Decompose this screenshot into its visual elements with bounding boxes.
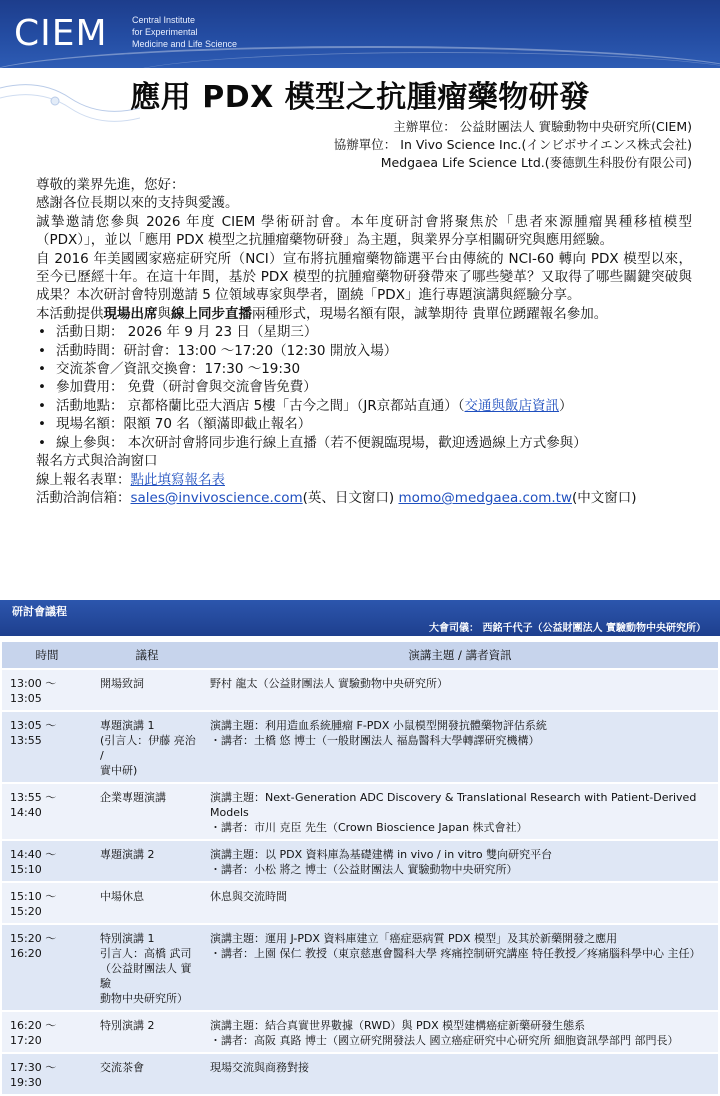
format-paragraph: 本活動提供現場出席與線上同步直播兩種形式，現場名額有限，誠摯期待 貴單位踴躍報名參加。 — [36, 305, 608, 322]
agenda-topic — [202, 841, 718, 881]
agenda-topic — [202, 925, 718, 1010]
detail-fee: • 參加費用： 免費（研討會與交流會皆免費） — [36, 378, 692, 396]
table-row — [2, 841, 718, 881]
organizers — [334, 118, 692, 172]
intro-paragraph: 誠摯邀請您參與 2026 年度 CIEM 學術研討會。本年度研討會將聚焦於「患者來源腫瘤異種移植模型（PDX）」，並以「應用 PDX 模型之抗腫瘤藥物研發」為主題，與業界分享相關研究與應用經驗。 — [36, 213, 692, 249]
co-host-organizer: 協辦單位： In Vivo Science Inc.(インビボサイエンス株式会社) — [333, 137, 692, 152]
ciem-logo: CIEM — [14, 13, 108, 54]
email-medgaea-link[interactable]: momo@medgaea.com.tw — [398, 489, 572, 506]
table-row — [2, 670, 718, 710]
greeting: 尊敬的業界先進，您好： — [36, 177, 185, 193]
registration-form-line: 線上報名表單：點此填寫報名表 — [36, 471, 225, 488]
agenda-header-row — [2, 642, 718, 668]
agenda-time: 16:20 ～ 17:20 — [2, 1012, 92, 1052]
agenda-item — [92, 925, 202, 1010]
agenda-item — [92, 883, 202, 923]
agenda-topic-line: 演講主題：以 PDX 資料庫為基礎建構 in vivo / in vitro 雙向研究平台 — [210, 848, 553, 861]
agenda-item-line: 中場休息 — [100, 890, 144, 903]
agenda-topic-line: 休息與交流時間 — [210, 890, 287, 903]
agenda-item-line: 引言人：高橋 武司 — [100, 947, 192, 960]
table-row — [2, 925, 718, 1010]
agenda-topic-line: ・講者：上園 保仁 教授（東京慈惠會醫科大學 疼痛控制研究講座 特任教授／疼痛腦科學中心 主任） — [210, 947, 701, 960]
agenda-table — [2, 640, 718, 1096]
table-row — [2, 883, 718, 923]
agenda-item-line: 專題演講 2 — [100, 848, 155, 861]
contact-line: 活動洽詢信箱：sales@invivoscience.com(英、日文窗口) momo@medgaea.com.tw(中文窗口) — [36, 489, 637, 506]
agenda-item-line: （公益財團法人 實驗 — [100, 962, 192, 990]
ciem-logo-subtitle: Central Institute for Experimental Medicine and Life Science — [132, 15, 238, 49]
agenda-topic-line: ・講者：高阪 真路 博士（國立研究開發法人 國立癌症研究中心研究所 細胞資訊學部門 部門長） — [210, 1034, 679, 1047]
email-invivo-link[interactable]: sales@invivoscience.com — [130, 489, 303, 506]
agenda-item-line: 專題演講 1 — [100, 719, 155, 732]
agenda-topic — [202, 670, 718, 710]
agenda-topic-line: 演講主題：結合真實世界數據（RWD）與 PDX 模型建構癌症新藥研發生態系 — [210, 1019, 586, 1032]
page-title: 應用 PDX 模型之抗腫瘤藥物研發 — [130, 80, 590, 115]
agenda-time: 14:40 ～ 15:10 — [2, 841, 92, 881]
access-info-link[interactable]: 交通與飯店資訊 — [464, 397, 560, 414]
agenda-topic-line: 野村 龍太（公益財團法人 實驗動物中央研究所） — [210, 677, 448, 690]
detail-capacity: • 現場名額：限額 70 名（額滿即截止報名） — [36, 415, 692, 433]
column-item: 議程 — [92, 642, 202, 668]
detail-venue: • 活動地點： 京都格蘭比亞大酒店 5樓「古今之間」（JR京都站直通）（交通與飯店資訊） — [36, 397, 692, 415]
co-host-organizer-2: Medgaea Life Science Ltd.(麥德凱生科股份有限公司) — [380, 155, 692, 170]
agenda-header-bar — [0, 600, 720, 636]
detail-online: • 線上參與： 本次研討會將同步進行線上直播（若不便親臨現場，歡迎透過線上方式參與） — [36, 434, 692, 452]
agenda-item — [92, 712, 202, 782]
agenda-item-line: 動物中央研究所） — [100, 992, 188, 1005]
agenda-topic — [202, 883, 718, 923]
host-organizer: 主辦單位： 公益財團法人 實驗動物中央研究所(CIEM) — [393, 119, 692, 134]
agenda-item — [92, 841, 202, 881]
agenda-time: 13:55 ～ 14:40 — [2, 784, 92, 839]
agenda-time: 17:30 ～ 19:30 — [2, 1054, 92, 1094]
agenda-item-line: 開場致詞 — [100, 677, 144, 690]
agenda-topic — [202, 784, 718, 839]
table-row — [2, 712, 718, 782]
agenda-time: 13:00 ～ 13:05 — [2, 670, 92, 710]
agenda-item — [92, 1054, 202, 1094]
agenda-time: 15:20 ～ 16:20 — [2, 925, 92, 1010]
detail-date: • 活動日期： 2026 年 9 月 23 日（星期三） — [36, 323, 692, 341]
agenda-time: 15:10 ～ 15:20 — [2, 883, 92, 923]
event-details — [36, 323, 692, 452]
table-row — [2, 1054, 718, 1094]
column-topic: 演講主題 / 講者資訊 — [202, 642, 718, 668]
table-row — [2, 784, 718, 839]
agenda-topic-line: 演講主題：運用 J-PDX 資料庫建立「癌症惡病質 PDX 模型」及其於新藥開發之應用 — [210, 932, 618, 945]
agenda-topic — [202, 1012, 718, 1052]
agenda-item-line: 交流茶會 — [100, 1061, 144, 1074]
agenda-topic-line: 演講主題：利用造血系統腫瘤 F-PDX 小鼠模型開發抗體藥物評估系統 — [210, 719, 547, 732]
background-paragraph: 自 2016 年美國國家癌症研究所（NCI）宣布將抗腫瘤藥物篩選平台由傳統的 NCI-60 轉向 PDX 模型以來，至今已歷經十年。在這十年間，基於 PDX 模型的抗腫瘤藥物研發帶來了哪些變革？又取得了哪些關鍵突破與成果？本次研討會特別邀請 5 位領域專家與學者，圍繞「PDX」進行專題演講與經驗分享。 — [36, 250, 692, 304]
agenda-item — [92, 670, 202, 710]
agenda-item-line: (引言人：伊藤 亮治 / — [100, 734, 196, 762]
agenda-item — [92, 784, 202, 839]
header-banner — [0, 0, 720, 68]
online-highlight: 線上同步直播 — [171, 305, 252, 322]
registration-form-link[interactable]: 點此填寫報名表 — [130, 471, 225, 488]
agenda-time: 13:05 ～ 13:55 — [2, 712, 92, 782]
agenda-topic-line: ・講者：土橋 悠 博士（一般財團法人 福島醫科大學轉譯研究機構） — [210, 734, 540, 747]
agenda-title: 研討會議程 — [12, 605, 67, 618]
agenda-item-line: 實中研) — [100, 764, 138, 777]
table-row — [2, 1012, 718, 1052]
agenda-body — [2, 670, 718, 1094]
column-time: 時間 — [2, 642, 92, 668]
agenda-item — [92, 1012, 202, 1052]
agenda-topic-line: 現場交流與商務對接 — [210, 1061, 309, 1074]
agenda-topic-line: 演講主題：Next-Generation ADC Discovery & Translational Research with Patient-Derived Models — [210, 791, 697, 819]
agenda-item-line: 特別演講 1 — [100, 932, 155, 945]
agenda-item-line: 特別演講 2 — [100, 1019, 155, 1032]
thanks-line: 感謝各位長期以來的支持與愛護。 — [36, 195, 239, 212]
onsite-highlight: 現場出席 — [103, 305, 158, 322]
agenda-item-line: 企業專題演講 — [100, 791, 166, 804]
invitation-letter — [36, 176, 692, 507]
agenda-mc: 大會司儀： 西銘千代子（公益財團法人 實驗動物中央研究所） — [429, 623, 706, 634]
registration-heading: 報名方式與洽詢窗口 — [36, 453, 158, 470]
agenda-topic-line: ・講者：小松 將之 博士（公益財團法人 實驗動物中央研究所） — [210, 863, 518, 876]
agenda-topic-line: ・講者：市川 克臣 先生（Crown Bioscience Japan 株式會社） — [210, 821, 528, 834]
detail-tea-party: • 交流茶會／資訊交換會：17:30 ～19:30 — [36, 360, 692, 378]
agenda-topic — [202, 712, 718, 782]
agenda-topic — [202, 1054, 718, 1094]
detail-time: • 活動時間：研討會：13:00 ～17:20（12:30 開放入場） — [36, 342, 692, 360]
